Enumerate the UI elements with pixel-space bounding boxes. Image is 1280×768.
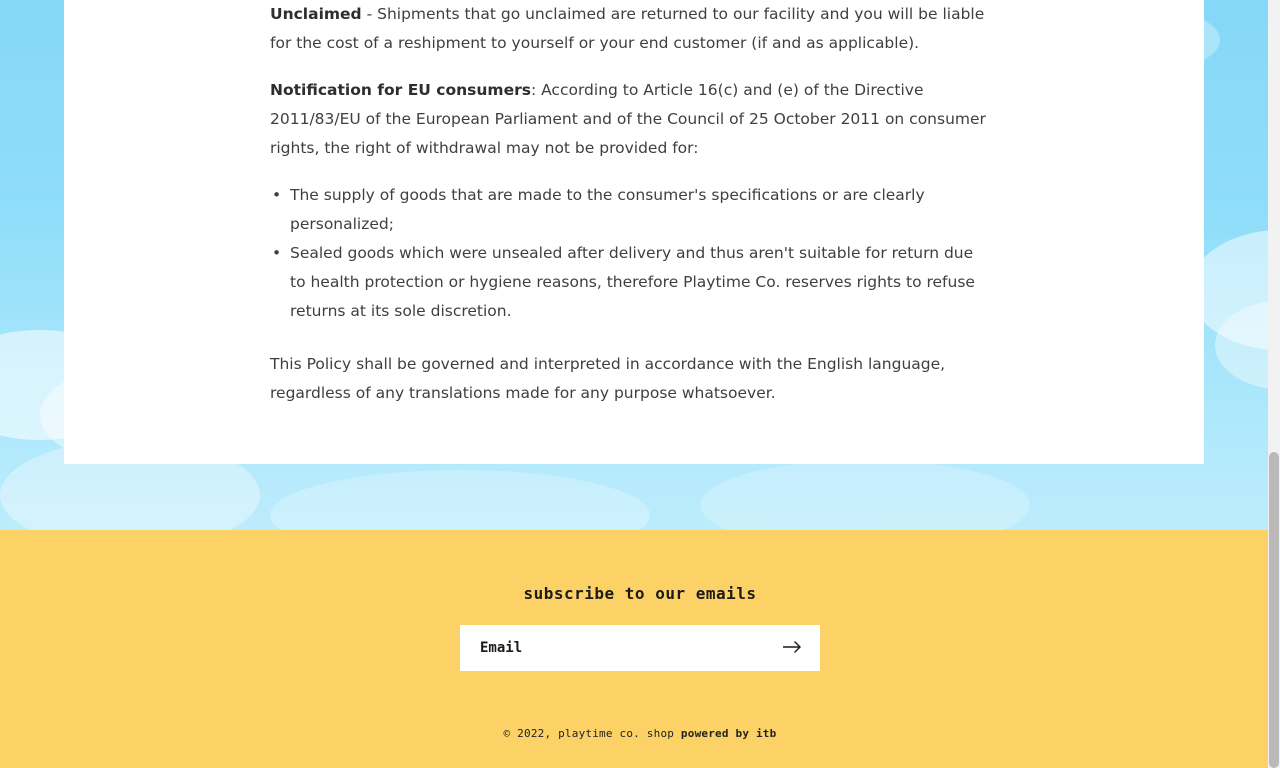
newsletter-heading: subscribe to our emails (523, 584, 757, 603)
paragraph-eu-notification-text: : According to Article 16(c) and (e) of the Directive 2011/83/EU of the European Parliament and of the Council of 25 October 2011 on consumer rights, the right of withdrawal may not be provided for: (270, 81, 986, 157)
paragraph-governing-language: This Policy shall be governed and interpreted in accordance with the English language, regardless of any translations made for any purpose whatsoever. (270, 355, 946, 402)
page-scrollbar-thumb[interactable] (1269, 452, 1279, 768)
cloud-decoration (700, 460, 1030, 530)
paragraph-eu-notification-lead: Notification for EU consumers (270, 81, 531, 99)
paragraph-unclaimed (270, 0, 990, 58)
policy-article (270, 0, 990, 430)
newsletter-submit-button[interactable] (776, 626, 808, 670)
copyright-text: © 2022, playtime co. shop (503, 727, 681, 740)
list-item: • Sealed goods which were unsealed after delivery and thus aren't suitable for return due to health protection or hygiene reasons, therefore Playtime Co. reserves rights to refuse returns at its sole discretion. (290, 239, 990, 326)
newsletter-form[interactable] (460, 625, 820, 671)
email-field[interactable] (478, 626, 768, 670)
arrow-right-icon (782, 640, 802, 657)
paragraph-unclaimed-text: - Shipments that go unclaimed are returned to our facility and you will be liable for the cost of a reshipment to yourself or your end customer (if and as applicable). (270, 5, 985, 52)
paragraph-eu-notification (270, 76, 990, 163)
paragraph-unclaimed-lead: Unclaimed (270, 5, 362, 23)
list-item: • The supply of goods that are made to the consumer's specifications or are clearly personalized; (290, 181, 990, 239)
page-scrollbar-track[interactable] (1268, 0, 1280, 768)
copyright-brand[interactable]: powered by itb (680, 727, 777, 740)
eu-withdrawal-exceptions-list (270, 181, 990, 326)
policy-content-card (64, 0, 1204, 464)
footer-newsletter-band (0, 530, 1280, 768)
cloud-decoration (270, 470, 650, 530)
copyright-line (0, 727, 1280, 740)
